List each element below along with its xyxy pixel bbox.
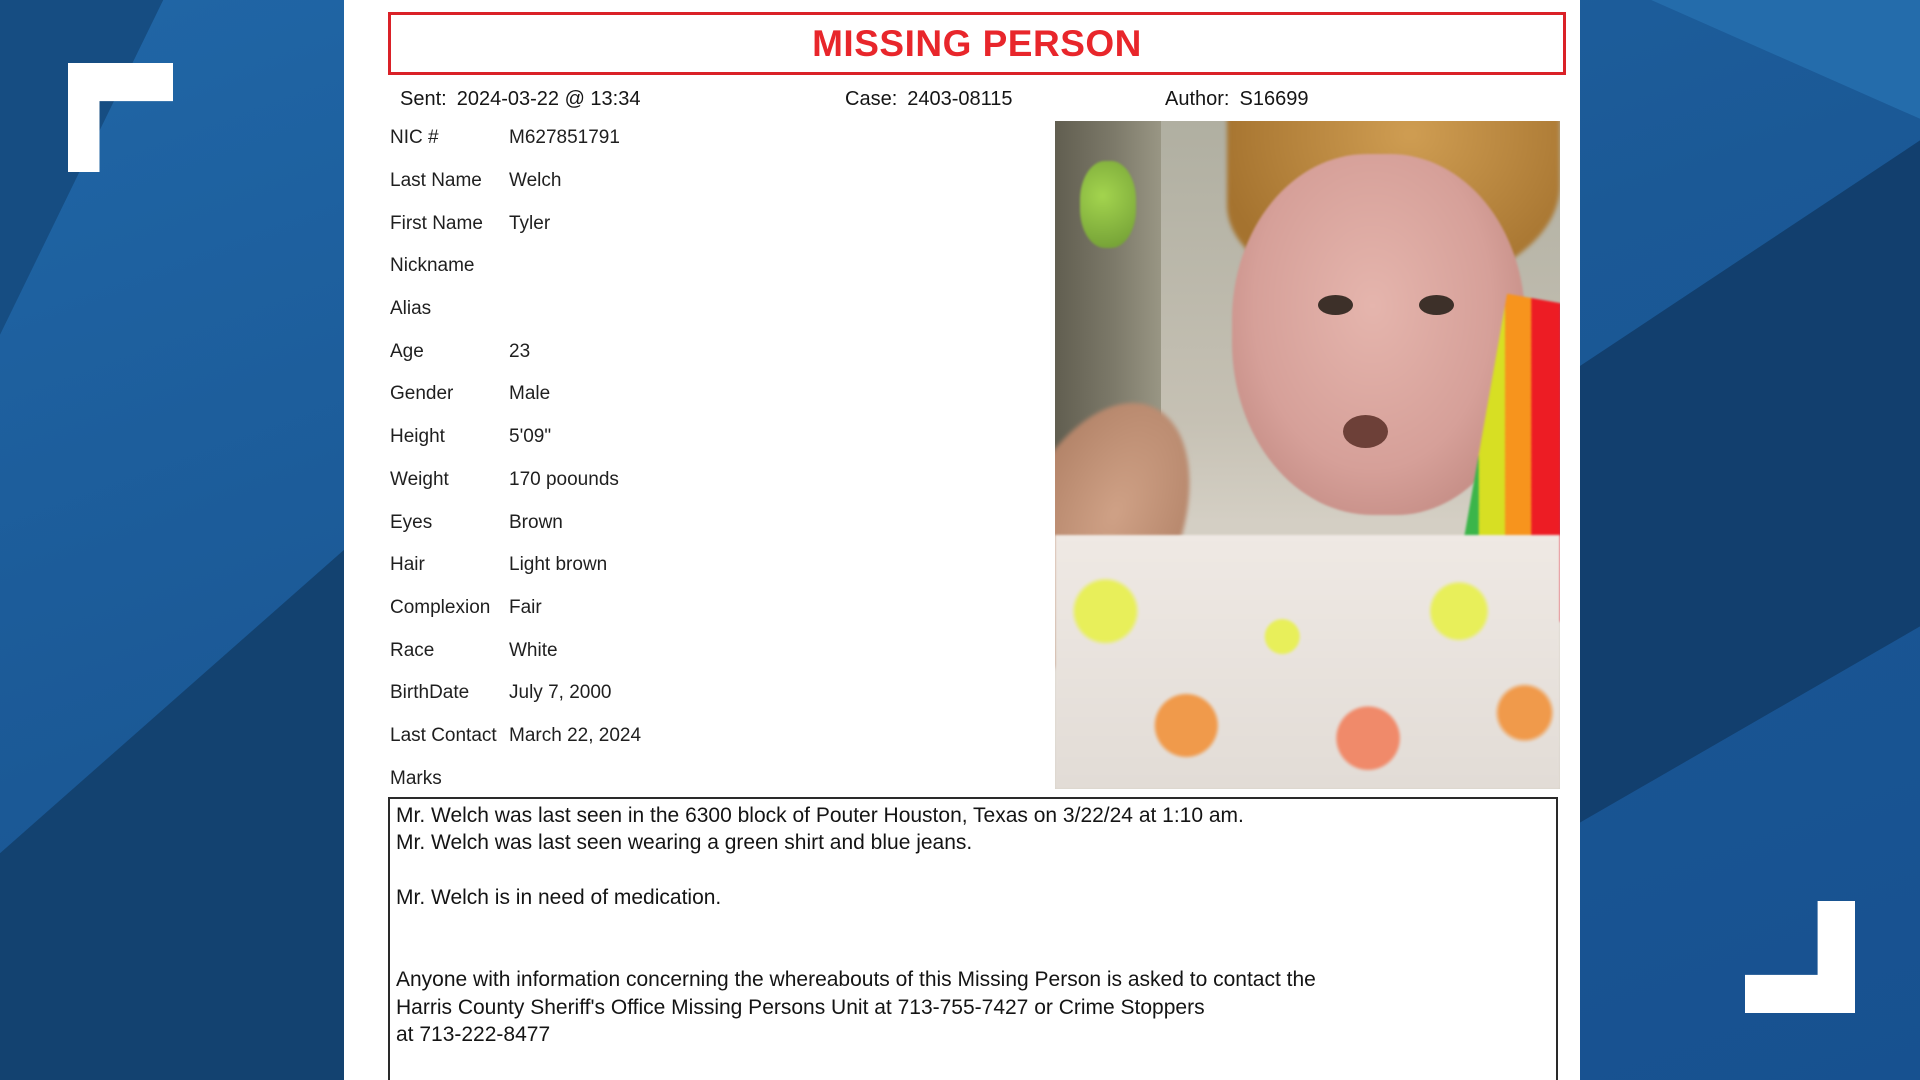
field-value: Light brown [509,554,608,576]
photo-eye-right [1419,295,1454,315]
field-label: Weight [390,468,449,490]
descriptor-field-list [390,117,810,800]
field-label: Last Name [390,170,482,192]
field-label: NIC # [390,127,439,149]
field-row-last-contact [390,715,810,758]
case-value: 2403-08115 [907,88,1013,110]
narrative-line: Anyone with information concerning the whereabouts of this Missing Person is asked to contact the [396,968,1316,992]
field-label: Race [390,639,435,661]
field-row-marks [390,757,810,800]
author-label: Author: [1165,88,1230,110]
field-label: Complexion [390,596,491,618]
field-value: White [509,639,558,661]
field-label: Marks [390,767,442,789]
photo-spongebob-shirt [1055,535,1560,789]
narrative-line [396,939,1556,966]
field-label: Last Contact [390,724,497,746]
case-label: Case: [845,88,898,110]
field-label: Alias [390,298,432,320]
field-label: Hair [390,554,425,576]
field-value: Brown [509,511,563,533]
sent-value: 2024-03-22 @ 13:34 [456,88,641,110]
field-row-alias [390,288,810,331]
narrative-text-box [388,797,1558,1080]
field-row-age [390,330,810,373]
field-row-complexion [390,587,810,630]
field-row-nic [390,117,810,160]
flyer-title-box [388,12,1566,75]
field-row-nickname [390,245,810,288]
field-value: Male [509,383,551,405]
author-field [1165,88,1308,111]
field-label: First Name [390,212,483,234]
missing-person-flyer [344,0,1580,1080]
field-label: Nickname [390,255,475,277]
field-value: March 22, 2024 [509,724,642,746]
case-field [845,88,1013,111]
field-value: Welch [509,170,562,192]
narrative-line: Harris County Sheriff's Office Missing Persons Unit at 713-755-7427 or Crime Stoppers [396,995,1205,1019]
field-row-gender [390,373,810,416]
field-label: Age [390,340,424,362]
narrative-line: Mr. Welch was last seen in the 6300 block of Pouter Houston, Texas on 3/22/24 at 1:10 am. [396,804,1244,827]
author-value: S16699 [1239,88,1309,110]
sent-field [400,88,640,111]
field-label: Eyes [390,511,433,533]
field-value: 5'09" [509,426,552,448]
narrative-line: Mr. Welch is in need of medication. [396,886,722,910]
field-row-height [390,416,810,459]
field-row-birthdate [390,672,810,715]
field-label: Height [390,426,445,448]
narrative-line [396,912,1556,939]
field-row-weight [390,459,810,502]
field-row-race [390,629,810,672]
field-label: BirthDate [390,682,470,704]
field-label: Gender [390,383,454,405]
sent-label: Sent: [400,88,447,110]
flyer-title: MISSING PERSON [812,22,1142,64]
photo-eye-left [1318,295,1353,315]
photo-background-object [1080,161,1136,248]
field-row-first-name [390,202,810,245]
narrative-line: Mr. Welch was last seen wearing a green shirt and blue jeans. [396,831,973,855]
narrative-line [396,857,1556,884]
field-value: July 7, 2000 [509,682,612,704]
field-value: Fair [509,596,542,618]
field-value: Tyler [509,212,551,234]
field-value: M627851791 [509,127,620,149]
field-row-eyes [390,501,810,544]
narrative-line: at 713-222-8477 [396,1023,551,1047]
missing-person-photo [1055,121,1560,789]
field-value: 23 [509,340,531,362]
field-row-hair [390,544,810,587]
flyer-meta-row [344,88,1580,114]
field-value: 170 poounds [509,468,619,490]
field-row-last-name [390,160,810,203]
